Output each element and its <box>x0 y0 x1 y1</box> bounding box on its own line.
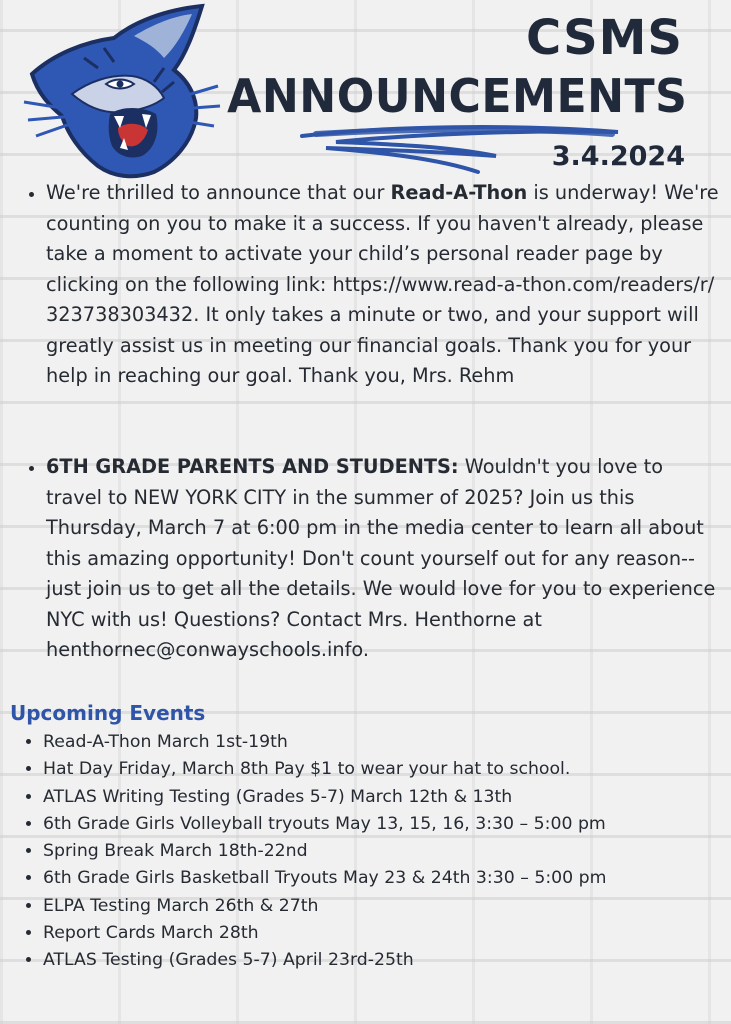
readathon-highlight: Read-A-Thon <box>390 181 528 204</box>
event-item: • Spring Break March 18th-22nd <box>43 838 731 865</box>
event-item: • 6th Grade Girls Basketball Tryouts May 23 & 24th 3:30 – 5:00 pm <box>43 865 731 892</box>
event-item: • Hat Day Friday, March 8th Pay $1 to wear your hat to school. <box>43 756 731 783</box>
event-item: • ATLAS Testing (Grades 5-7) April 23rd-25th <box>43 947 731 974</box>
announcement-text: We're thrilled to announce that our <box>46 181 391 204</box>
announcement-nyc-trip <box>20 452 724 666</box>
list-item <box>46 178 724 392</box>
events-list <box>18 729 731 975</box>
title-csms: CSMS <box>525 10 683 66</box>
event-item: • ELPA Testing March 26th & 27th <box>43 893 731 920</box>
announcement-text: It only takes a minute or two, and your support will greatly assist us in meeting our financial goals. Thank you for your help in reaching our goal. Thank you, Mrs. Rehm <box>46 303 699 387</box>
announcement-readathon <box>20 178 724 392</box>
event-item: • Report Cards March 28th <box>43 920 731 947</box>
title-announcements: ANNOUNCEMENTS <box>226 69 687 123</box>
announcement-lead: 6TH GRADE PARENTS AND STUDENTS: <box>46 455 459 478</box>
events-heading: Upcoming Events <box>10 701 206 725</box>
wildcat-mascot-icon <box>14 2 224 180</box>
list-item <box>46 452 724 666</box>
event-item: • Read-A-Thon March 1st-19th <box>43 729 731 756</box>
event-item: • 6th Grade Girls Volleyball tryouts May 13, 15, 16, 3:30 – 5:00 pm <box>43 811 731 838</box>
announcement-text: is underway! We're counting on you to make it a success. If you haven't already, please take a moment to activate your child’s personal reader page by clicking on the following link: <box>46 181 719 296</box>
event-item: • ATLAS Writing Testing (Grades 5-7) March 12th & 13th <box>43 784 731 811</box>
announcement-text: Wouldn't you love to travel to NEW YORK CITY in the summer of 2025? Join us this Thursday, March 7 at 6:00 pm in the media center to learn all about this amazing opportunity! Don't count yourself out for any reason--just join us to get all the details. We would love for you to experience NYC with us! Questions? Contact Mrs. Henthorne at henthornec@conwayschools.info. <box>46 455 716 661</box>
announcement-date: 3.4.2024 <box>551 141 685 172</box>
readathon-link[interactable]: https://www.read-a-thon.com/readers/r/323738303432. <box>46 272 715 326</box>
